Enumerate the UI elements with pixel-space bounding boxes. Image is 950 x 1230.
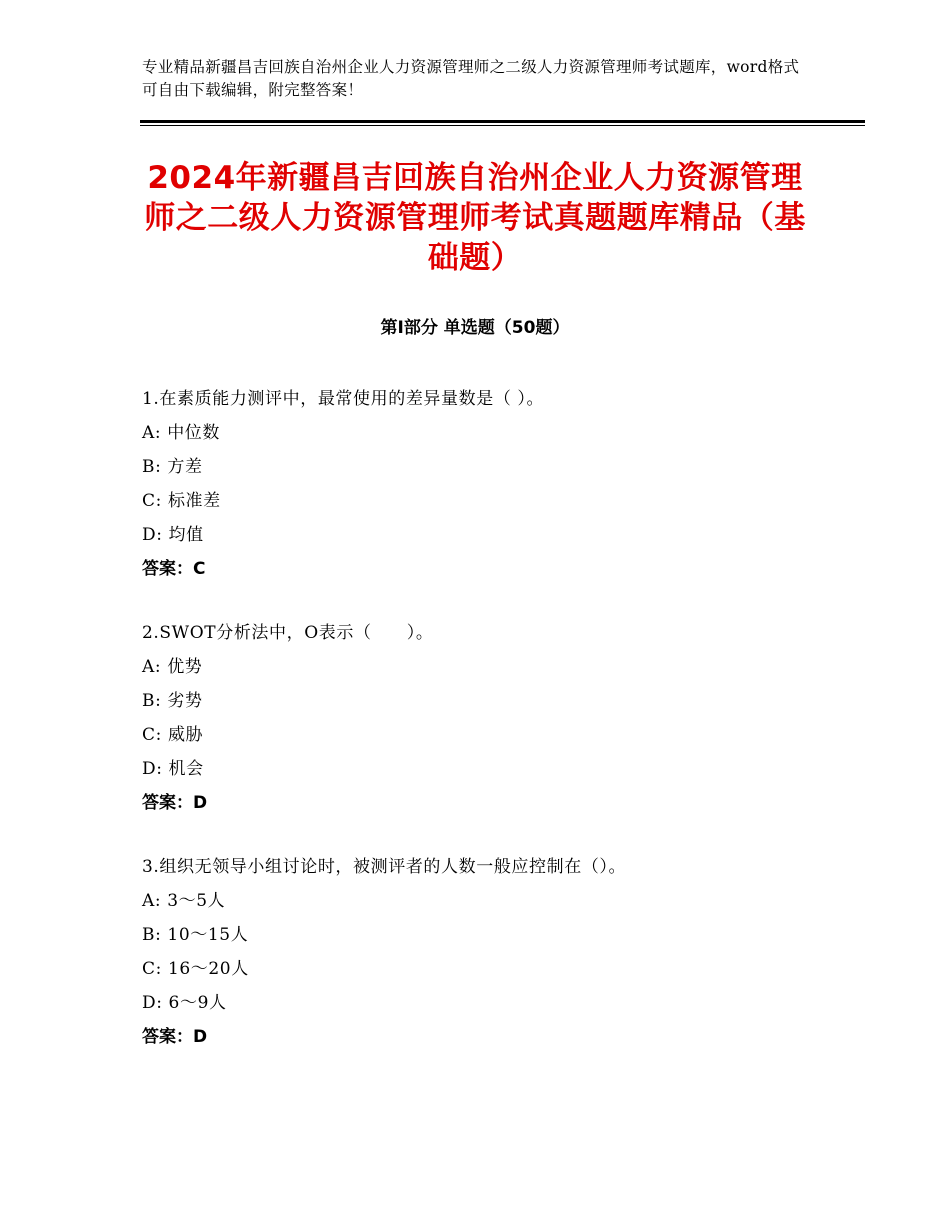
option-d: D: 6～9人 — [142, 993, 227, 1013]
answer: 答案：C — [142, 559, 206, 579]
header-rule-thin — [140, 125, 865, 126]
option-c: C: 16～20人 — [142, 959, 249, 979]
question-2 — [142, 616, 822, 820]
option-b: B: 10～15人 — [142, 925, 249, 945]
option-c: C: 标准差 — [142, 491, 221, 511]
question-3 — [142, 850, 822, 1054]
option-c: C: 威胁 — [142, 725, 204, 745]
option-a: A: 中位数 — [142, 423, 221, 443]
question-stem: 2.SWOT分析法中，O表示（ ）。 — [142, 623, 434, 643]
section-title: 第Ⅰ部分 单选题（50题） — [380, 318, 570, 338]
option-d: D: 均值 — [142, 525, 204, 545]
header-note: 专业精品新疆昌吉回族自治州企业人力资源管理师之二级人力资源管理师考试题库，word格式可自由下载编辑，附完整答案！ — [142, 58, 800, 99]
question-list — [142, 382, 822, 1084]
option-a: A: 3～5人 — [142, 891, 226, 911]
answer: 答案：D — [142, 793, 208, 813]
option-b: B: 方差 — [142, 457, 203, 477]
option-b: B: 劣势 — [142, 691, 203, 711]
answer: 答案：D — [142, 1027, 208, 1047]
question-1 — [142, 382, 822, 586]
question-stem: 3.组织无领导小组讨论时，被测评者的人数一般应控制在（）。 — [142, 857, 627, 877]
question-stem: 1.在素质能力测评中，最常使用的差异量数是（ ）。 — [142, 389, 545, 409]
option-d: D: 机会 — [142, 759, 204, 779]
option-a: A: 优势 — [142, 657, 203, 677]
document-title: 2024年新疆昌吉回族自治州企业人力资源管理师之二级人力资源管理师考试真题题库精品（基础题） — [144, 160, 806, 276]
header-rule-thick — [140, 120, 865, 123]
